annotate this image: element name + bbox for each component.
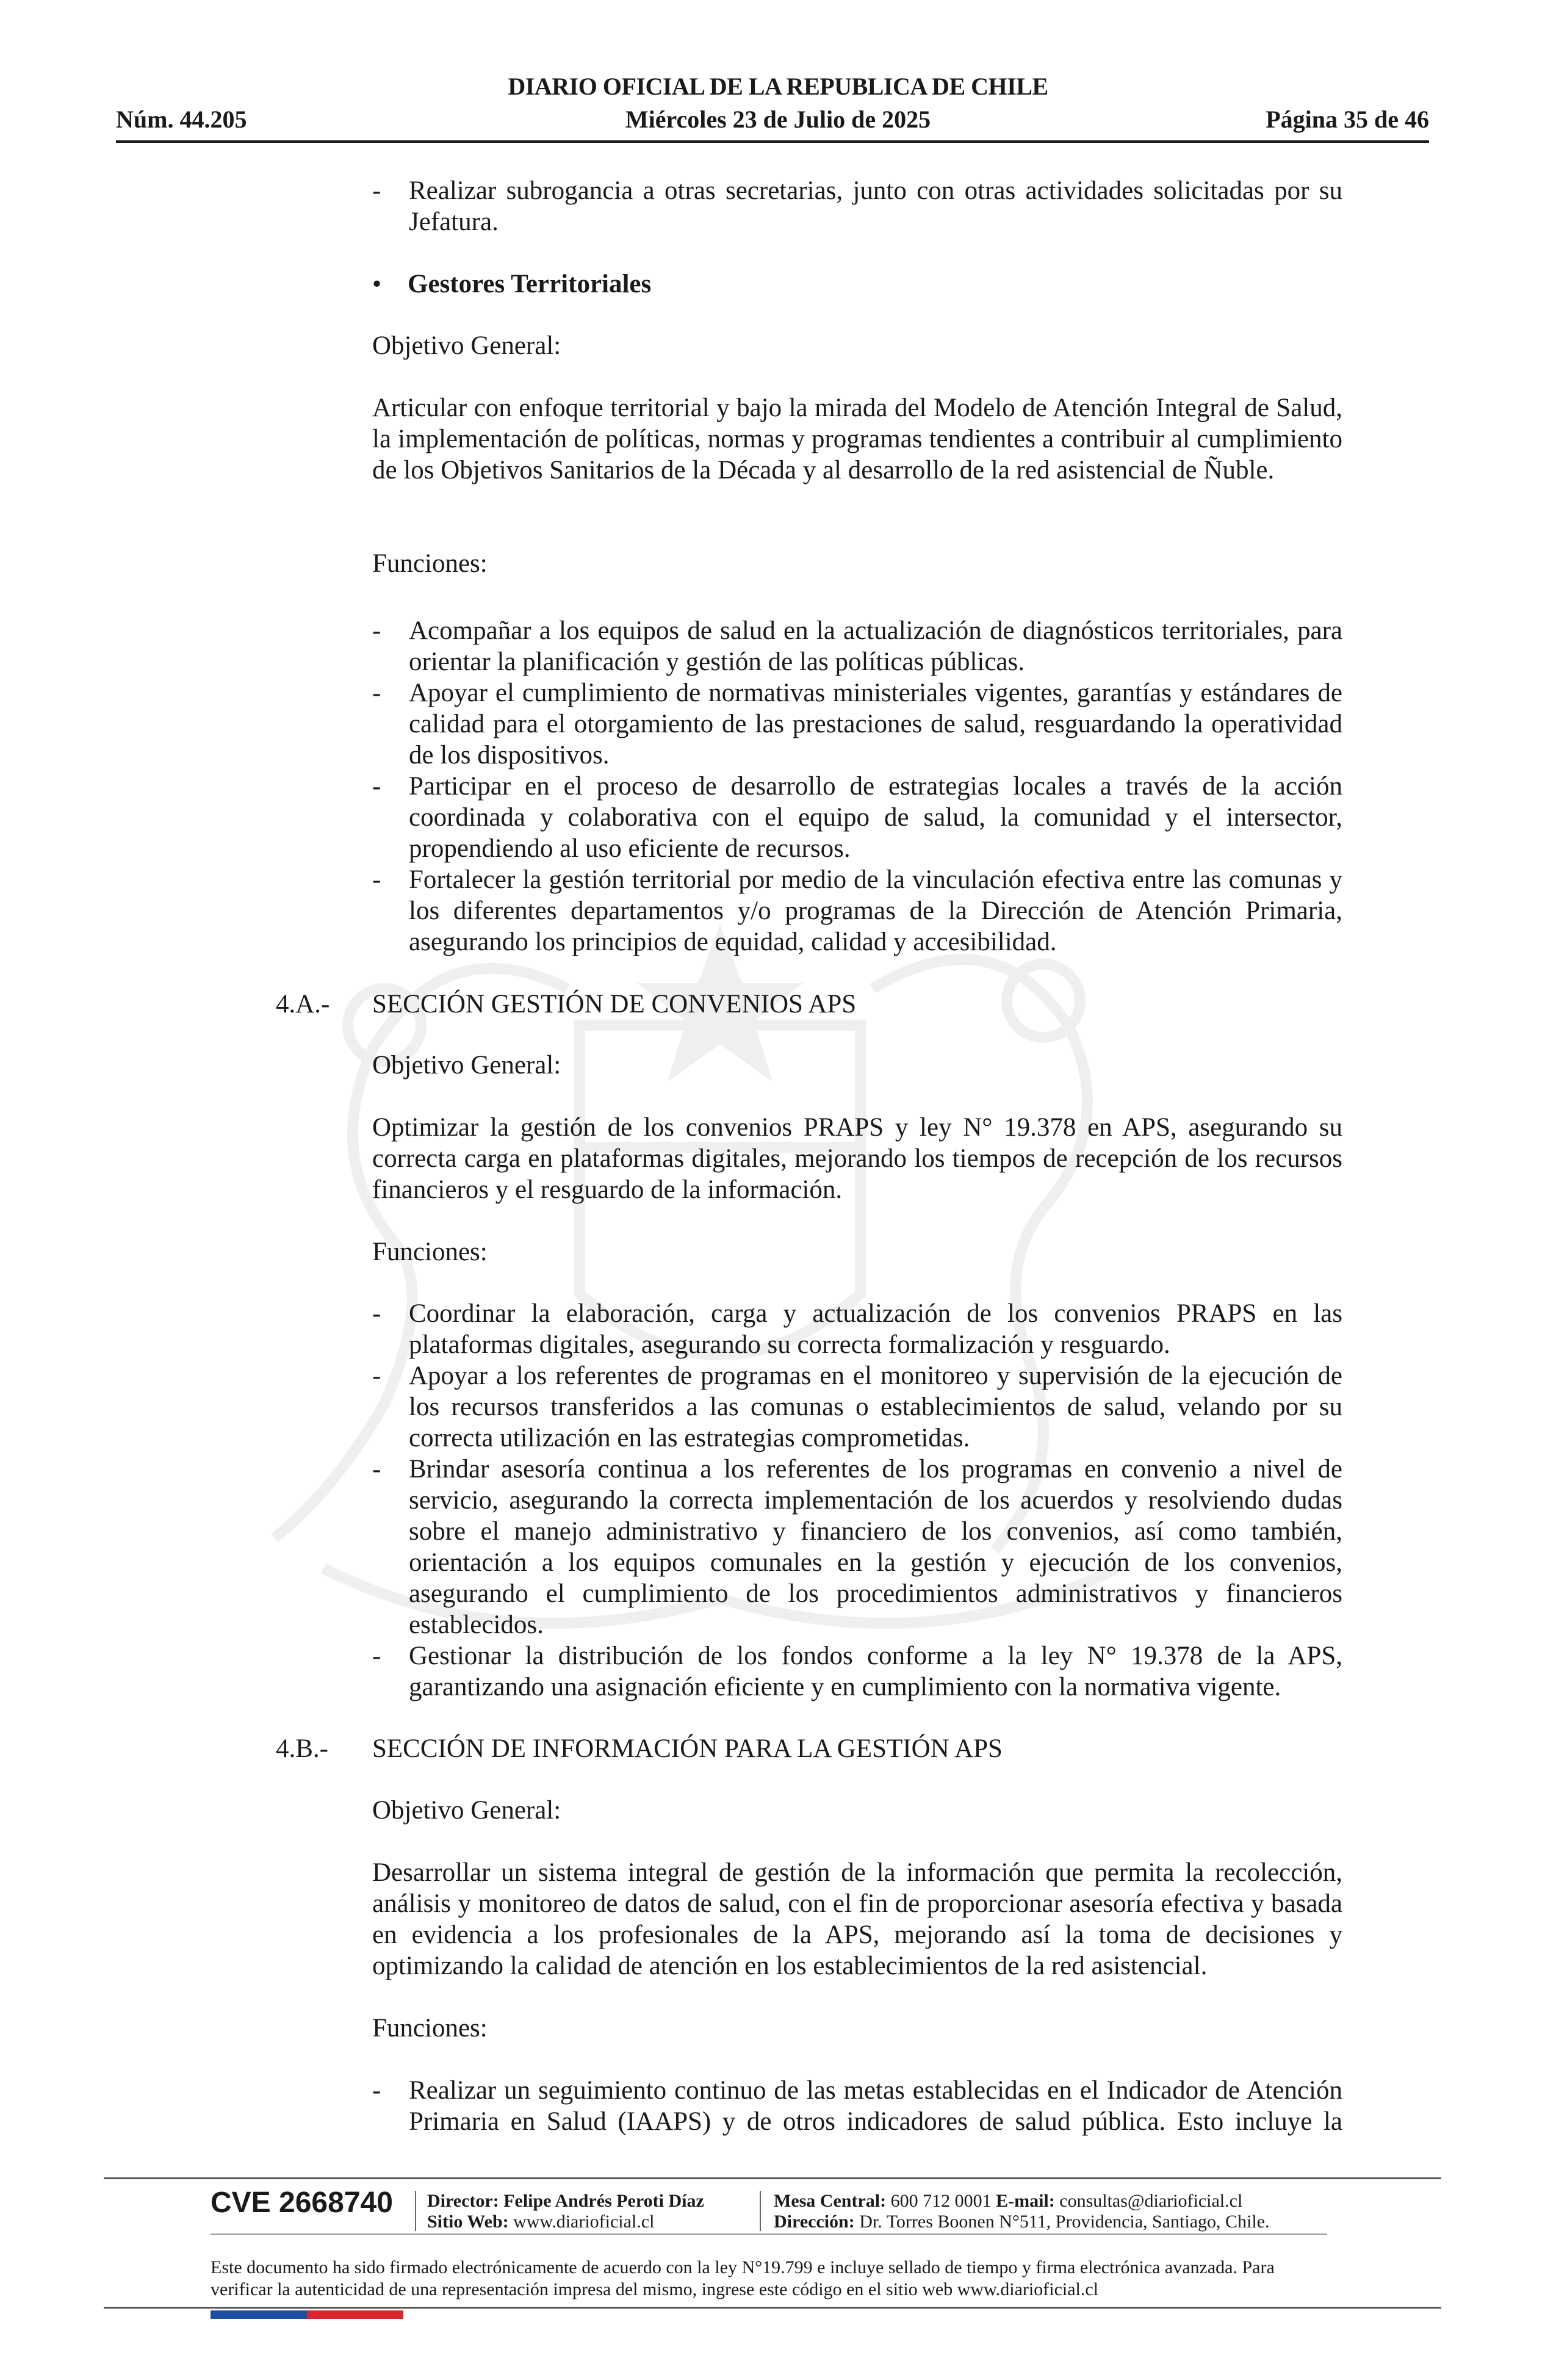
address-line bbox=[774, 2212, 1270, 2232]
funciones-label: Funciones: bbox=[372, 2014, 488, 2043]
footer-separator bbox=[415, 2191, 416, 2231]
list-item-text: Acompañar a los equipos de salud en la actualización de diagnósticos territoriales, para orientar la planificación y gestión de las políticas públicas. bbox=[409, 616, 1342, 676]
website-link[interactable]: www.diarioficial.cl bbox=[513, 2212, 655, 2232]
list-dash: - bbox=[372, 865, 381, 894]
page-number: Página 35 de 46 bbox=[1266, 106, 1429, 133]
list-item-text: Apoyar a los referentes de programas en el monitoreo y supervisión de la ejecución de los recursos transferidos a las comunas o establecimientos de salud, velando por su correcta utilización en las estrategias comprometidas. bbox=[409, 1361, 1342, 1452]
website-line bbox=[427, 2212, 654, 2232]
issue-number: Núm. 44.205 bbox=[116, 106, 247, 133]
objetivo-text: Articular con enfoque territorial y bajo la mirada del Modelo de Atención Integral de Salud, la implementación de políticas, normas y programas tendientes a contribuir al cumplimiento de los Objetivos Sanitarios de la Década y al desarrollo de la red asistencial de Ñuble. bbox=[372, 394, 1342, 485]
list-dash: - bbox=[372, 1455, 381, 1484]
list-item-text: Apoyar el cumplimiento de normativas ministeriales vigentes, garantías y estándares de calidad para el otorgamiento de las prestaciones de salud, resguardando la operatividad de los dispositivos. bbox=[409, 679, 1342, 770]
section-heading: Gestores Territoriales bbox=[408, 270, 652, 298]
list-dash: - bbox=[372, 772, 381, 801]
email-label: E-mail: bbox=[996, 2191, 1055, 2211]
email-link[interactable]: consultas@diarioficial.cl bbox=[1059, 2191, 1243, 2211]
footer-separator bbox=[760, 2191, 761, 2231]
director-name: Felipe Andrés Peroti Díaz bbox=[503, 2191, 704, 2211]
list-dash: - bbox=[372, 176, 381, 205]
website-label: Sitio Web: bbox=[427, 2212, 509, 2232]
list-item-text: Participar en el proceso de desarrollo de estrategias locales a través de la acción coordinada y colaborativa con el equipo de salud, la comunidad y el intersector, propendiendo al uso eficiente de recursos. bbox=[409, 772, 1342, 863]
list-item-text: Brindar asesoría continua a los referentes de los programas en convenio a nivel de servicio, asegurando la correcta implementación de los acuerdos y resolviendo dudas sobre el manejo administrativo y financiero de los convenios, así como también, orientación a los equipos comunales en la gestión y ejecución de los convenios, asegurando el cumplimiento de los procedimientos administrativos y financieros establecidos. bbox=[409, 1455, 1342, 1639]
section-title: SECCIÓN GESTIÓN DE CONVENIOS APS bbox=[372, 990, 857, 1019]
flag-stripe-red bbox=[307, 2310, 403, 2319]
newspaper-title: DIARIO OFICIAL DE LA REPUBLICA DE CHILE bbox=[508, 73, 1048, 100]
list-dash: - bbox=[372, 2076, 381, 2105]
mesa-value: 600 712 0001 bbox=[890, 2191, 992, 2211]
objetivo-label: Objetivo General: bbox=[372, 1796, 561, 1825]
footer-divider-top bbox=[104, 2177, 1441, 2179]
footer-divider-middle bbox=[211, 2234, 1327, 2235]
objetivo-label: Objetivo General: bbox=[372, 1051, 561, 1080]
director-label: Director: bbox=[427, 2191, 499, 2211]
list-dash: - bbox=[372, 1299, 381, 1328]
list-item-text: Fortalecer la gestión territorial por medio de la vinculación efectiva entre las comunas y los diferentes departamentos y/o programas de la Dirección de Atención Primaria, asegurando los principios de equidad, calidad y accesibilidad. bbox=[409, 865, 1342, 956]
cve-code: CVE 2668740 bbox=[211, 2187, 393, 2219]
list-dash: - bbox=[372, 616, 381, 645]
list-dash: - bbox=[372, 1642, 381, 1670]
list-item-text: Realizar subrogancia a otras secretarias, junto con otras actividades solicitadas por su Jefatura. bbox=[409, 176, 1342, 236]
issue-date: Miércoles 23 de Julio de 2025 bbox=[625, 106, 931, 133]
list-item bbox=[372, 864, 1342, 957]
list-item bbox=[372, 1454, 1342, 1640]
list-item bbox=[372, 1640, 1342, 1703]
list-dash: - bbox=[372, 679, 381, 707]
list-dash: - bbox=[372, 1361, 381, 1390]
bullet-glyph: • bbox=[372, 270, 382, 298]
footer-divider-bottom bbox=[104, 2307, 1441, 2309]
section-number: 4.A.- bbox=[276, 990, 330, 1019]
list-item bbox=[372, 175, 1342, 237]
list-item bbox=[372, 677, 1342, 771]
list-item bbox=[372, 771, 1342, 864]
funciones-label: Funciones: bbox=[372, 1238, 488, 1266]
objetivo-text: Desarrollar un sistema integral de gestión de la información que permita la recolección, análisis y monitoreo de datos de salud, con el fin de proporcionar asesoría efectiva y basada en evidencia a los profesionales de la APS, mejorando así la toma de decisiones y optimizando la calidad de atención en los establecimientos de la red asistencial. bbox=[372, 1858, 1342, 1980]
director-line bbox=[427, 2191, 704, 2212]
funciones-label: Funciones: bbox=[372, 549, 488, 578]
address-value: Dr. Torres Boonen N°511, Providencia, Santiago, Chile. bbox=[859, 2212, 1270, 2232]
list-item bbox=[372, 2075, 1342, 2137]
mesa-label: Mesa Central: bbox=[774, 2191, 887, 2211]
signature-note: Este documento ha sido firmado electrónicamente de acuerdo con la ley N°19.799 e incluye sellado de tiempo y firma electrónica avanzada. Para verificar la autenticidad de una representación impresa del mismo, ingrese este código en el sitio web www.diarioficial.cl bbox=[211, 2257, 1275, 2299]
list-item-text: Coordinar la elaboración, carga y actualización de los convenios PRAPS en las plataformas digitales, asegurando su correcta formalización y resguardo. bbox=[409, 1299, 1342, 1359]
list-item bbox=[372, 1360, 1342, 1454]
section-title: SECCIÓN DE INFORMACIÓN PARA LA GESTIÓN APS bbox=[372, 1734, 1003, 1763]
list-item bbox=[372, 615, 1342, 677]
list-item bbox=[372, 1298, 1342, 1360]
address-label: Dirección: bbox=[774, 2212, 855, 2232]
list-item-text: Gestionar la distribución de los fondos conforme a la ley N° 19.378 de la APS, garantizando una asignación eficiente y en cumplimiento con la normativa vigente. bbox=[409, 1642, 1342, 1701]
header-divider bbox=[116, 140, 1429, 143]
objetivo-text: Optimizar la gestión de los convenios PRAPS y ley N° 19.378 en APS, asegurando su correcta carga en plataformas digitales, mejorando los tiempos de recepción de los recursos financieros y el resguardo de la información. bbox=[372, 1113, 1342, 1204]
contact-line bbox=[774, 2191, 1242, 2212]
objetivo-label: Objetivo General: bbox=[372, 331, 561, 360]
flag-stripe-blue bbox=[211, 2310, 307, 2319]
list-item-text: Realizar un seguimiento continuo de las metas establecidas en el Indicador de Atención Primaria en Salud (IAAPS) y de otros indicadores de salud pública. Esto incluye la bbox=[409, 2076, 1342, 2136]
section-number: 4.B.- bbox=[276, 1734, 328, 1763]
